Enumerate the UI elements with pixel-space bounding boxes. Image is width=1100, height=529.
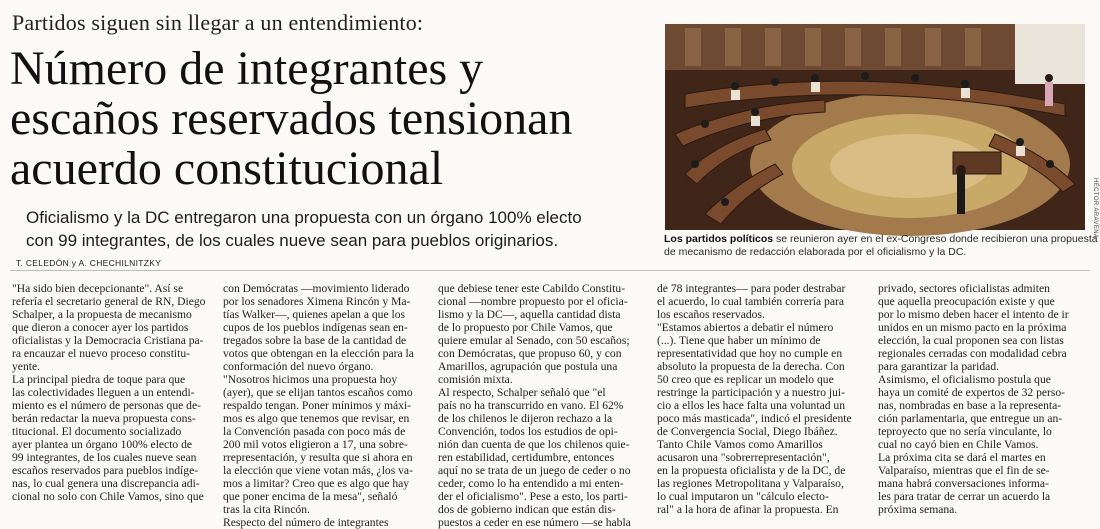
body-line: regionales cerradas con modalidad cebra <box>878 347 1067 360</box>
body-line: con Demócratas, que propuso 60, y con <box>438 347 622 360</box>
body-line: cupos de los pueblos indígenas sean en- <box>223 321 408 334</box>
body-line: privado, sectores oficialistas admiten <box>878 282 1050 295</box>
body-line: nión dan cuenta de que los chilenos quie- <box>438 438 630 451</box>
body-line: refería el secretario general de RN, Diego <box>12 295 206 308</box>
body-line: poco más masticada", indicó el presidente <box>657 412 852 425</box>
body-line: para garantizar la paridad. <box>878 360 1000 373</box>
caption-text: se reunieron ayer en el ex-Congreso donde recibieron una propuesta <box>773 233 1098 245</box>
article-headline <box>10 44 660 194</box>
body-line: comisión mixta. <box>438 373 513 386</box>
body-line: miento es el número de personas que de- <box>12 399 201 412</box>
body-line: La próxima cita se dará el martes en <box>878 451 1046 464</box>
body-line: ceder, como lo ha entendido a mi enten- <box>438 477 624 490</box>
body-line: tías Walker—, quienes apelan a que los <box>223 308 406 321</box>
body-line: 50 creo que es replicar un modelo que <box>657 373 834 386</box>
body-line: con Demócratas —movimiento liderado <box>223 282 410 295</box>
body-line: les para tratar de cerrar un acuerdo la <box>878 490 1051 503</box>
section-divider <box>10 270 1090 271</box>
body-line: oficialistas y la Democracia Cristiana pa- <box>12 334 204 347</box>
article-column-1 <box>12 282 215 518</box>
body-line: Valparaíso, mientras que el fin de se- <box>878 464 1050 477</box>
body-line: que aquella preocupación existe y que <box>878 295 1055 308</box>
article-column-3 <box>438 282 648 529</box>
body-line: Amarillos, agrupación que postula una <box>438 360 618 373</box>
body-line: tras la cita Rincón. <box>223 503 310 516</box>
body-line: elección, la cual proponen sea con listas <box>878 334 1064 347</box>
body-line: cio a ellos les hace falta una voluntad un <box>657 399 846 412</box>
body-line: ra encauzar el nuevo proceso constitu- <box>12 347 191 360</box>
body-line: dos de gobierno indican que están dis- <box>438 503 616 516</box>
body-line: 200 mil votos eligieron a 17, una sobre- <box>223 438 408 451</box>
body-line: conformación del nuevo órgano. <box>223 360 374 373</box>
body-line: que dieron a conocer ayer los partidos <box>12 321 189 334</box>
body-line: titucional. El documento socializado <box>12 425 182 438</box>
article-byline: T. CELEDÓN y A. CHECHILNITZKY <box>16 258 162 268</box>
caption-line <box>664 233 1098 246</box>
body-line: 99 integrantes, de los cuales nueve sean <box>12 451 197 464</box>
body-line: tregados sobre la base de la cantidad de <box>223 334 407 347</box>
body-line: "Nosotros hicimos una propuesta hoy <box>223 373 398 386</box>
body-line: lo cual imputaron un "cálculo electo- <box>657 490 829 503</box>
body-line: "Ha sido bien decepcionante". Así se <box>12 282 184 295</box>
body-line: la Convención pasada con poco más de <box>223 425 406 438</box>
body-line: unidos en un mismo pacto en la próxima <box>878 321 1067 334</box>
photo-credit <box>1086 178 1100 239</box>
body-line: haya un comité de expertos de 32 perso- <box>878 386 1066 399</box>
body-line: cional no solo con Chile Vamos, sino que <box>12 490 204 503</box>
body-line: Al respecto, Schalper señaló que "el <box>438 386 606 399</box>
body-line: yente. <box>12 360 41 373</box>
body-line: ren estabilidad, certidumbre, entonces <box>438 451 615 464</box>
chamber-illustration <box>665 24 1085 230</box>
body-line: quiere emular al Senado, con 50 escaños; <box>438 334 630 347</box>
body-line: mos a limitar? Creo que es algo que hay <box>223 477 410 490</box>
article-column-5 <box>878 282 1090 518</box>
deck-line: con 99 integrantes, de los cuales nueve sean para pueblos originarios. <box>26 231 559 250</box>
body-line: absoluto la propuesta de la derecha. Con <box>657 360 845 373</box>
body-line: Respecto del número de integrantes <box>223 516 389 529</box>
body-line: puestos a ceder en ese número —se habla <box>438 516 631 529</box>
body-line: ral" a la hora de afinar la propuesta. En <box>657 503 839 516</box>
deck-line: Oficialismo y la DC entregaron una propuesta con un órgano 100% electo <box>26 208 582 227</box>
body-line: la elección que viene votan más, ¿los va- <box>223 464 413 477</box>
headline-line: acuerdo constitucional <box>10 142 444 195</box>
body-line: Asimismo, el oficialismo postula que <box>878 373 1051 386</box>
body-line: escaños reservados para pueblos indíge- <box>12 464 199 477</box>
body-line: que debiese tener este Cabildo Constitu- <box>438 282 626 295</box>
body-line: respaldo tengan. Poner mínimos y máxi- <box>223 399 412 412</box>
body-line: representatividad que hoy no cumple en <box>657 347 843 360</box>
body-line: ción parlamentaria, que entregue un an- <box>878 412 1063 425</box>
body-line: La principal piedra de toque para que <box>12 373 186 386</box>
body-line: aquí no se trata de un juego de ceder o no <box>438 464 631 477</box>
body-line: berán redactar la nueva propuesta cons- <box>12 412 196 425</box>
body-line: der el oficialismo". Pese a esto, los parti- <box>438 490 628 503</box>
body-line: restringe la participación y a nuestro jui- <box>657 386 846 399</box>
body-line: por lo mismo deben hacer el intento de ir <box>878 308 1069 321</box>
body-line: cual no cayó bien en Chile Vamos. <box>878 438 1039 451</box>
body-line: próxima semana. <box>878 503 958 516</box>
body-line: de lo propuesto por Chile Vamos, que <box>438 321 613 334</box>
body-line: nas, lo cual genera una discrepancia adi- <box>12 477 200 490</box>
body-line: que poner encima de la mesa", señaló <box>223 490 398 503</box>
photo-credit-text: HÉCTOR ARAVENA <box>1092 178 1098 239</box>
article-kicker: Partidos siguen sin llegar a un entendimiento: <box>12 10 424 35</box>
body-line: votos que obtengan en la elección para la <box>223 347 414 360</box>
body-line: el acuerdo, lo cual también correría para <box>657 295 845 308</box>
body-line: teproyecto que no sería vinculante, lo <box>878 425 1052 438</box>
body-line: las regiones Metropolitana y Valparaíso, <box>657 477 844 490</box>
body-line: de los chilenos le dijeron rechazo a la <box>438 412 613 425</box>
body-line: de Convergencia Social, Diego Ibáñez. <box>657 425 838 438</box>
body-line: (ayer), que se elijan tantos escaños como <box>223 386 413 399</box>
body-line: lismo y la DC—, aquella cantidad dista <box>438 308 621 321</box>
body-line: acusaron una "sobrerrepresentación", <box>657 451 830 464</box>
body-line: los escaños reservados. <box>657 308 765 321</box>
caption-line: de mecanismo de redacción elaborada por el oficialismo y la DC. <box>664 246 967 258</box>
body-line: de 78 integrantes— para poder destrabar <box>657 282 846 295</box>
article-deck <box>26 206 666 252</box>
chamber-photo <box>665 24 1085 230</box>
body-line: Convención, todos los estudios de opi- <box>438 425 618 438</box>
body-line: cional —nombre propuesto por el oficia- <box>438 295 628 308</box>
body-line: por los senadores Ximena Rincón y Ma- <box>223 295 411 308</box>
body-line: las colectividades lleguen a un entendi- <box>12 386 195 399</box>
article-column-2 <box>223 282 430 529</box>
body-line: (...). Tiene que haber un mínimo de <box>657 334 821 347</box>
headline-line: escaños reservados tensionan <box>10 92 573 145</box>
body-line: Schalper, a la propuesta de mecanismo <box>12 308 192 321</box>
body-line: "Estamos abiertos a debatir el número <box>657 321 834 334</box>
headline-line: Número de integrantes y <box>10 42 484 95</box>
body-line: ayer plantea un órgano 100% electo de <box>12 438 193 451</box>
body-line: mos es algo que tenemos que revisar, en <box>223 412 410 425</box>
body-line: mana habrá conversaciones informa- <box>878 477 1049 490</box>
body-line: en la propuesta oficialista y de la DC, de <box>657 464 846 477</box>
body-line: rrepresentación, y resulta que si ahora en <box>223 451 413 464</box>
article-column-4 <box>657 282 870 518</box>
photo-caption <box>664 233 1098 259</box>
body-line: Tanto Chile Vamos como Amarillos <box>657 438 823 451</box>
body-line: nas, nombradas en base a la representa- <box>878 399 1062 412</box>
body-line: país no ha transcurrido en vano. El 62% <box>438 399 624 412</box>
caption-bold: Los partidos políticos <box>664 233 774 245</box>
